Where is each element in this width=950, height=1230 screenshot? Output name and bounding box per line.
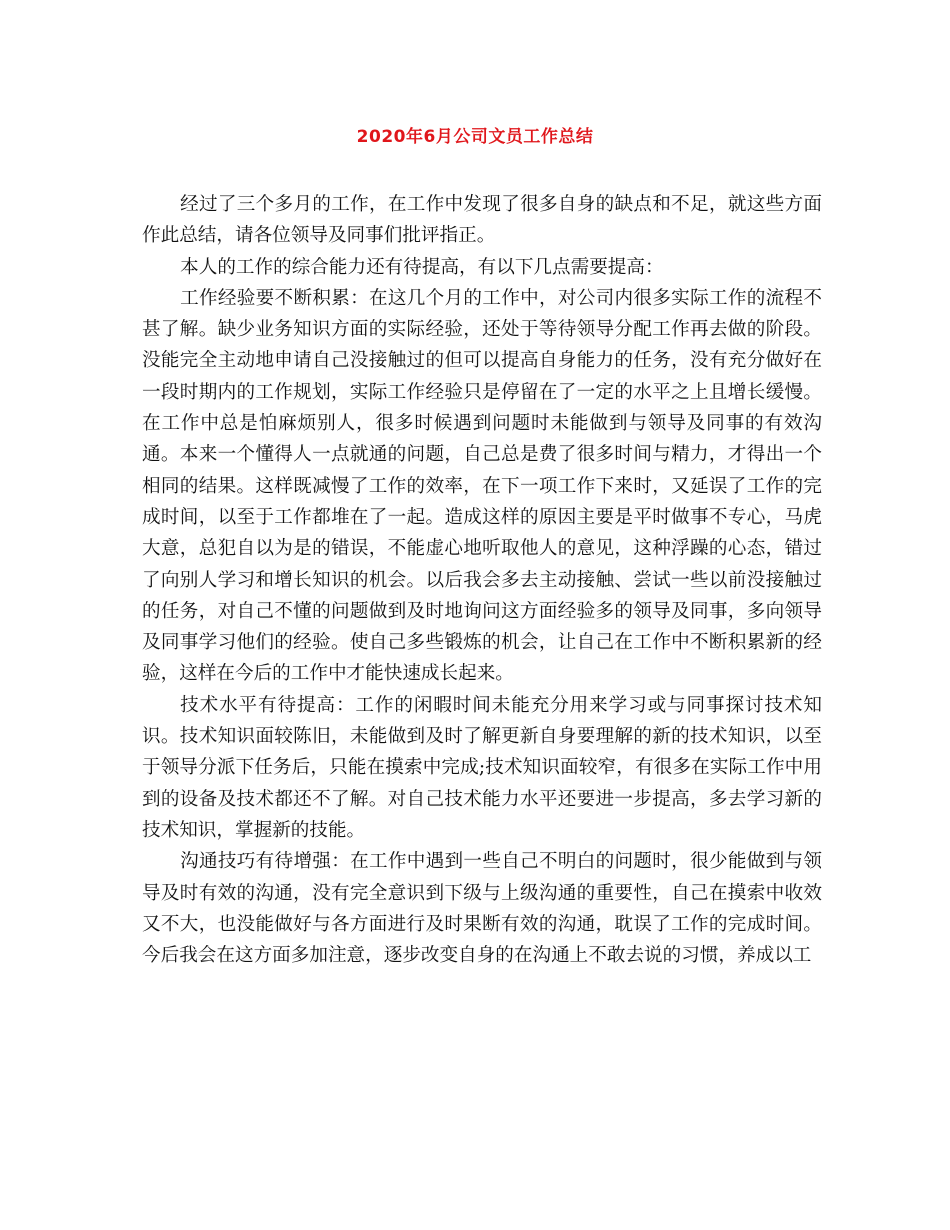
document-body	[142, 189, 822, 971]
paragraph-intro: 经过了三个多月的工作，在工作中发现了很多自身的缺点和不足，就这些方面作此总结，请各位领导及同事们批评指正。	[142, 194, 822, 247]
paragraph-communication: 沟通技巧有待增强：在工作中遇到一些自己不明白的问题时，很少能做到与领导及时有效的沟通，没有完全意识到下级与上级沟通的重要性，自己在摸索中收效又不大，也没能做好与各方面进行及时果断有效的沟通，耽误了工作的完成时间。今后我会在这方面多加注意，逐步改变自身的在沟通上不敢去说的习惯，养成以工	[142, 851, 822, 967]
paragraph-technical-skill: 技术水平有待提高：工作的闲暇时间未能充分用来学习或与同事探讨技术知识。技术知识面较陈旧，未能做到及时了解更新自身要理解的新的技术知识，以至于领导分派下任务后，只能在摸索中完成;技术知识面较窄，有很多在实际工作中用到的设备及技术都还不了解。对自己技术能力水平还要进一步提高，多去学习新的技术知识，掌握新的技能。	[142, 694, 822, 841]
paragraph-summary-lead: 本人的工作的综合能力还有待提高，有以下几点需要提高：	[180, 256, 664, 278]
document-title: 2020年6月公司文员工作总结	[356, 127, 594, 147]
paragraph-work-experience: 工作经验要不断积累：在这几个月的工作中，对公司内很多实际工作的流程不甚了解。缺少业务知识方面的实际经验，还处于等待领导分配工作再去做的阶段。没能完全主动地申请自己没接触过的但可以提高自身能力的任务，没有充分做好在一段时期内的工作规划，实际工作经验只是停留在了一定的水平之上且增长缓慢。在工作中总是怕麻烦别人，很多时候遇到问题时未能做到与领导及同事的有效沟通。本来一个懂得人一点就通的问题，自己总是费了很多时间与精力，才得出一个相同的结果。这样既减慢了工作的效率，在下一项工作下来时，又延误了工作的完成时间，以至于工作都堆在了一起。造成这样的原因主要是平时做事不专心，马虎大意，总犯自以为是的错误，不能虚心地听取他人的意见，这种浮躁的心态，错过了向别人学习和增长知识的机会。以后我会多去主动接触、尝试一些以前没接触过的任务，对自己不懂的问题做到及时地询问这方面经验多的领导及同事，多向领导及同事学习他们的经验。使自己多些锻炼的机会，让自己在工作中不断积累新的经验，这样在今后的工作中才能快速成长起来。	[142, 287, 822, 685]
